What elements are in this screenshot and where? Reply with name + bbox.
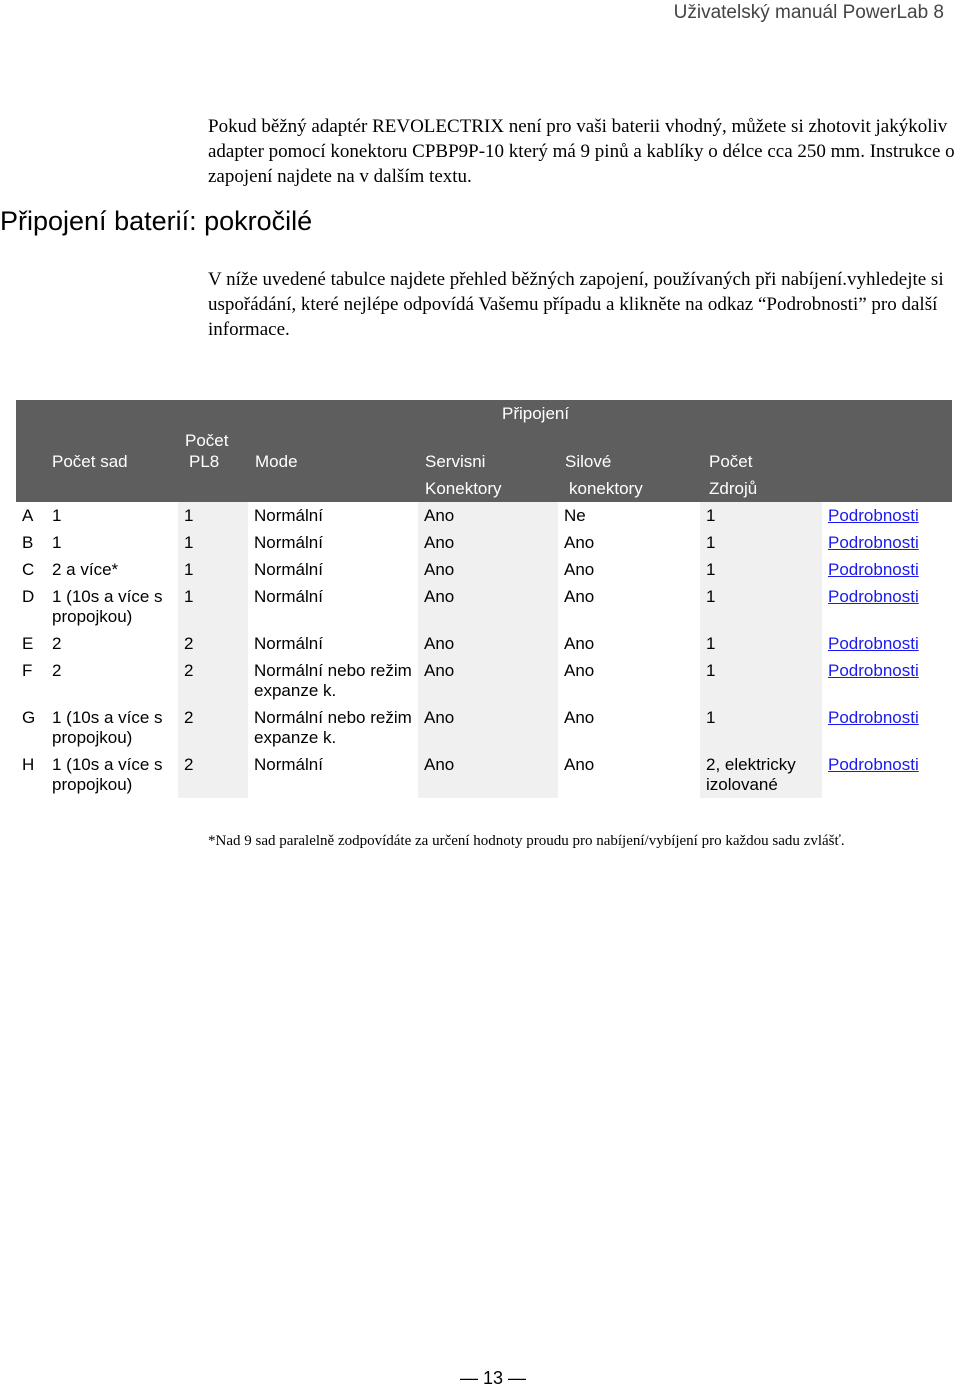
cell-servisni: Ano	[418, 529, 558, 556]
cell-silove: Ano	[564, 755, 595, 774]
header-mode: Mode	[255, 452, 298, 471]
podrobnosti-link[interactable]: Podrobnosti	[828, 661, 919, 680]
cell-pocet-zdroju: 2, elektricky izolované	[700, 751, 822, 798]
table-row	[16, 704, 952, 751]
cell-servisni: Ano	[418, 556, 558, 583]
cell-pocet-sad: 2	[52, 661, 62, 680]
details-link	[822, 630, 952, 657]
description-paragraph: V níže uvedené tabulce najdete přehled běžných zapojení, používaných při nabíjení.vyhledejte si uspořádání, které nejlépe odpovídá Vašemu případu a klikněte na odkaz “Podrobnosti” pro další informace.	[208, 269, 944, 340]
cell-pocet-pl8: 2	[178, 657, 248, 704]
cell-mode: Normální	[254, 755, 323, 774]
podrobnosti-link[interactable]: Podrobnosti	[828, 533, 919, 552]
cell-servisni: Ano	[418, 502, 558, 529]
header-zdroju-top: Počet	[709, 452, 753, 471]
cell-pocet-zdroju: 1	[700, 630, 822, 657]
cell-pocet-pl8: 1	[178, 502, 248, 529]
row-letter: C	[22, 560, 35, 579]
cell-servisni: Ano	[418, 630, 558, 657]
podrobnosti-link[interactable]: Podrobnosti	[828, 560, 919, 579]
cell-pocet-pl8: 1	[178, 583, 248, 630]
header-servisni-bottom: Konektory	[425, 479, 502, 498]
cell-servisni: Ano	[418, 657, 558, 704]
row-letter: A	[22, 506, 34, 525]
header-servisni-top: Servisni	[425, 452, 486, 471]
table-row	[16, 556, 952, 583]
table-row	[16, 583, 952, 630]
table-row	[16, 502, 952, 529]
intro-paragraph: Pokud běžný adaptér REVOLECTRIX není pro vaši baterii vhodný, můžete si zhotovit jakýkoliv adapter pomocí konektoru CPBP9P-10 který má 9 pinů a kablíky o délce cca 250 mm. Instrukce o zapojení najdete na v dalším textu.	[208, 116, 955, 187]
cell-mode: Normální	[254, 634, 323, 653]
header-pocet-sad: Počet sad	[52, 452, 128, 471]
cell-silove: Ano	[564, 634, 595, 653]
podrobnosti-link[interactable]: Podrobnosti	[828, 708, 919, 727]
cell-pocet-sad: 1	[52, 533, 62, 552]
page-number: — 13 —	[460, 1368, 527, 1388]
cell-silove: Ano	[564, 587, 595, 606]
details-link	[822, 529, 952, 556]
cell-pocet-sad: 1 (10s a více s propojkou)	[52, 708, 163, 747]
cell-servisni: Ano	[418, 751, 558, 798]
cell-pocet-sad: 2	[52, 634, 62, 653]
cell-silove: Ano	[564, 661, 595, 680]
cell-pocet-sad: 1 (10s a více s propojkou)	[52, 587, 163, 626]
header-pl8-top: Počet	[185, 431, 229, 450]
podrobnosti-link[interactable]: Podrobnosti	[828, 587, 919, 606]
podrobnosti-link[interactable]: Podrobnosti	[828, 755, 919, 774]
details-link	[822, 556, 952, 583]
cell-mode: Normální	[254, 560, 323, 579]
podrobnosti-link[interactable]: Podrobnosti	[828, 506, 919, 525]
table-row	[16, 657, 952, 704]
cell-pocet-sad: 1	[52, 506, 62, 525]
cell-pocet-zdroju: 1	[700, 502, 822, 529]
cell-silove: Ano	[564, 560, 595, 579]
table-header	[16, 400, 952, 502]
cell-servisni: Ano	[418, 704, 558, 751]
cell-mode: Normální	[254, 506, 323, 525]
cell-pocet-pl8: 2	[178, 751, 248, 798]
cell-pocet-zdroju: 1	[700, 657, 822, 704]
details-link	[822, 751, 952, 798]
cell-pocet-sad: 2 a více*	[52, 560, 119, 579]
details-link	[822, 583, 952, 630]
cell-pocet-sad: 1 (10s a více s propojkou)	[52, 755, 163, 794]
cell-pocet-pl8: 1	[178, 529, 248, 556]
cell-pocet-zdroju: 1	[700, 529, 822, 556]
podrobnosti-link[interactable]: Podrobnosti	[828, 634, 919, 653]
document-header-title: Uživatelský manuál PowerLab 8	[673, 2, 944, 23]
row-letter: F	[22, 661, 33, 680]
row-letter: B	[22, 533, 34, 552]
cell-silove: Ano	[564, 708, 595, 727]
cell-mode: Normální	[254, 587, 323, 606]
row-letter: E	[22, 634, 34, 653]
header-silove-top: Silové	[565, 452, 612, 471]
cell-pocet-zdroju: 1	[700, 583, 822, 630]
footnote: *Nad 9 sad paralelně zodpovídáte za určení hodnoty proudu pro nabíjení/vybíjení pro každou sadu zvlášť.	[208, 833, 845, 849]
cell-pocet-zdroju: 1	[700, 556, 822, 583]
cell-silove: Ne	[564, 506, 586, 525]
cell-pocet-zdroju: 1	[700, 704, 822, 751]
header-pl8-bottom: PL8	[189, 452, 220, 471]
row-letter: G	[22, 708, 36, 727]
details-link	[822, 704, 952, 751]
details-link	[822, 502, 952, 529]
cell-mode: Normální nebo režim expanze k.	[254, 708, 412, 747]
cell-servisni: Ano	[418, 583, 558, 630]
table-body	[16, 502, 952, 798]
cell-pocet-pl8: 1	[178, 556, 248, 583]
row-letter: H	[22, 755, 35, 774]
table-row	[16, 751, 952, 798]
cell-pocet-pl8: 2	[178, 704, 248, 751]
cell-silove: Ano	[564, 533, 595, 552]
header-silove-bottom: konektory	[569, 479, 643, 498]
section-heading: Připojení baterií: pokročilé	[0, 206, 313, 236]
header-group-pripojeni: Připojení	[502, 404, 570, 423]
cell-mode: Normální	[254, 533, 323, 552]
table-row	[16, 529, 952, 556]
table-row	[16, 630, 952, 657]
connection-table	[16, 400, 952, 798]
details-link	[822, 657, 952, 704]
cell-pocet-pl8: 2	[178, 630, 248, 657]
row-letter: D	[22, 587, 35, 606]
cell-mode: Normální nebo režim expanze k.	[254, 661, 412, 700]
header-zdroju-bottom: Zdrojů	[709, 479, 758, 498]
